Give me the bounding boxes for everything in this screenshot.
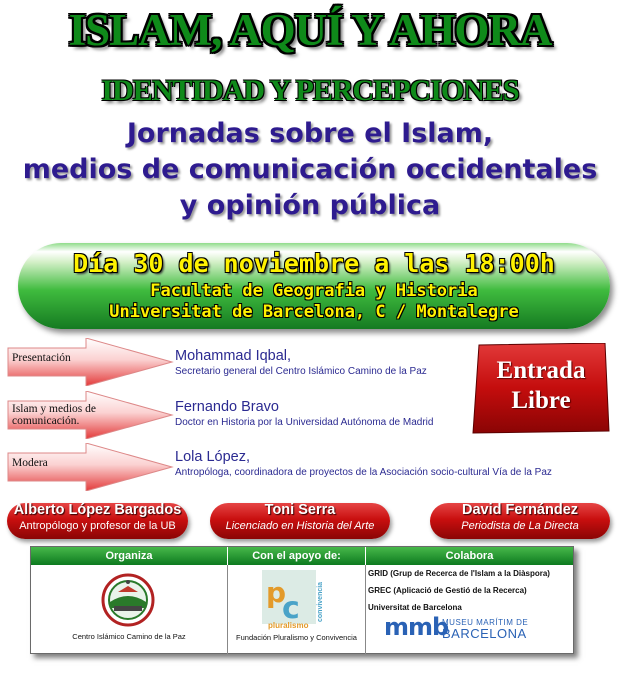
apoyo-header: Con el apoyo de: bbox=[228, 547, 365, 565]
column-divider bbox=[365, 565, 366, 654]
program-label-line-2: comunicación. bbox=[12, 415, 80, 427]
jornadas-line-2: medios de comunicación occidentales bbox=[22, 154, 598, 185]
guest-name-fernandez: David Fernández bbox=[461, 502, 579, 518]
speaker-desc-lopez: Antropóloga, coordinadora de proyectos de la Asociación socio-cultural Vía de la Paz bbox=[175, 467, 552, 478]
event-venue-line-2: Universitat de Barcelona, C / Montalegre bbox=[109, 302, 519, 322]
colabora-item-grec: GREC (Aplicació de Gestió de la Recerca) bbox=[368, 586, 527, 595]
entrada-libre-text bbox=[471, 356, 611, 416]
colabora-item-grid: GRID (Grup de Recerca de l'Islam a la Diàspora) bbox=[368, 569, 550, 578]
colabora-item-ub: Universitat de Barcelona bbox=[368, 603, 462, 612]
guest-name-serra: Toni Serra bbox=[264, 502, 336, 518]
organiza-caption: Centro Islámico Camino de la Paz bbox=[72, 632, 186, 641]
program-arrow-islam-medios bbox=[6, 391, 176, 439]
event-date: Día 30 de noviembre a las 18:00h bbox=[73, 249, 555, 278]
guest-role-lopez-bargados: Antropólogo y profesor de la UB bbox=[19, 520, 176, 532]
museu-maritim-logo bbox=[384, 613, 554, 643]
entrada-line-1: Entrada bbox=[496, 357, 586, 384]
entrada-line-2: Libre bbox=[511, 387, 571, 414]
jornadas-heading bbox=[0, 116, 620, 224]
speaker-name-iqbal: Mohammad Iqbal, bbox=[175, 348, 292, 364]
speaker-desc-iqbal: Secretario general del Centro Islámico Camino de la Paz bbox=[175, 366, 427, 377]
program-label-line-1: Islam y medios de bbox=[12, 403, 96, 415]
centro-islamico-logo bbox=[96, 572, 160, 628]
guest-name-lopez-bargados: Alberto López Bargados bbox=[13, 502, 182, 518]
entrada-libre-badge bbox=[471, 343, 611, 435]
svg-text:p: p bbox=[266, 576, 287, 609]
program-label-modera: Modera bbox=[12, 457, 48, 469]
program-label-islam-medios bbox=[12, 403, 96, 427]
guest-role-serra: Licenciado en Historia del Arte bbox=[225, 520, 375, 532]
svg-text:c: c bbox=[282, 591, 300, 626]
convivencia-word: convivencia bbox=[317, 581, 324, 622]
pluralismo-word: pluralismo bbox=[268, 621, 309, 630]
apoyo-caption: Fundación Pluralismo y Convivencia bbox=[236, 633, 357, 642]
mmb-letters: mmb bbox=[384, 613, 449, 641]
mmb-bottom-text: BARCELONA bbox=[442, 626, 527, 641]
colabora-header: Colabora bbox=[366, 547, 573, 565]
speaker-desc-bravo: Doctor en Historia por la Universidad Autónoma de Madrid bbox=[175, 417, 434, 428]
jornadas-line-3: y opinión pública bbox=[179, 190, 441, 221]
poster-subtitle: IDENTIDAD Y PERCEPCIONES bbox=[101, 74, 519, 107]
speaker-name-bravo: Fernando Bravo bbox=[175, 399, 279, 415]
guest-role-fernandez: Periodista de La Directa bbox=[461, 520, 579, 532]
jornadas-line-1: Jornadas sobre el Islam, bbox=[126, 118, 494, 149]
program-label-presentacion: Presentación bbox=[12, 352, 71, 364]
speaker-name-lopez: Lola López, bbox=[175, 449, 250, 465]
pluralismo-convivencia-logo bbox=[260, 568, 326, 630]
mmb-top-text: MUSEU MARÍTIM DE bbox=[442, 618, 529, 627]
poster-title: ISLAM, AQUÍ Y AHORA bbox=[68, 5, 552, 55]
event-venue-line-1: Facultat de Geografia y Historia bbox=[150, 281, 478, 301]
program-arrow-presentacion bbox=[6, 338, 176, 386]
organiza-header: Organiza bbox=[31, 547, 227, 565]
program-arrow-modera bbox=[6, 443, 176, 491]
